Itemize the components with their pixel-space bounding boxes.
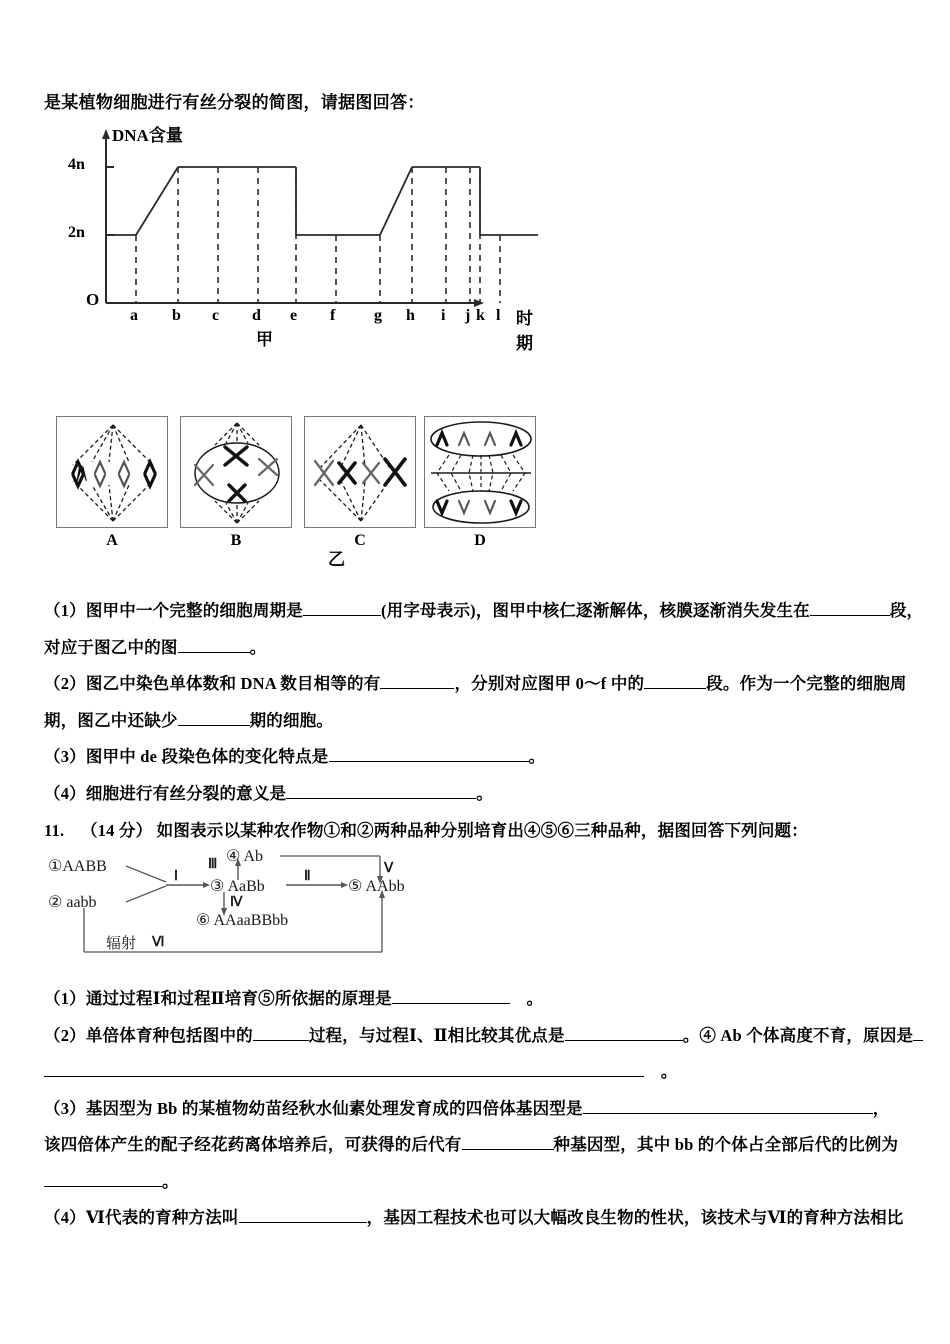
breeding-node-6: ⑥ AAaaBBbb — [196, 912, 289, 929]
q11-3-text: 该四倍体产生的配子经花药离体培养后，可获得的后代有 — [44, 1135, 462, 1155]
mitosis-panel-d-label: D — [474, 532, 486, 549]
q1-2-line-2 — [44, 708, 924, 734]
breeding-process-6-label: Ⅵ — [152, 934, 165, 949]
chromosome-a-d4 — [145, 475, 155, 486]
breeding-radiation-label: 辐射 — [106, 936, 137, 952]
question-11-subquestions-body — [44, 986, 924, 1231]
dna-content-chart-svg — [60, 125, 540, 337]
q1-2-answer-blank-2[interactable] — [380, 672, 454, 690]
curve-seg-a-b — [136, 167, 178, 235]
q11-3-answer-blank-1[interactable] — [44, 1169, 162, 1187]
y-axis-title: DNA含量 — [112, 126, 183, 145]
chromosome-d-b1 — [437, 501, 447, 513]
q11-4-line-1 — [44, 1205, 924, 1231]
mitosis-panel-a — [56, 416, 168, 528]
q11-1-text: 。 — [509, 989, 544, 1008]
q11-2-line-2 — [44, 1059, 924, 1085]
q1-4-text: （4）细胞进行有丝分裂的意义是 — [44, 783, 287, 803]
q11-3-line-1 — [44, 1096, 924, 1122]
mitosis-panel-d — [424, 416, 536, 528]
questions-group-1-body — [44, 598, 924, 806]
q1-2-text: 期的细胞。 — [249, 710, 334, 730]
q11-3-line-2 — [44, 1132, 924, 1158]
x-tick-label-i: i — [441, 307, 446, 324]
arrow-from-node2 — [126, 886, 166, 902]
mitosis-panel-b — [180, 416, 292, 528]
x-tick-label-a: a — [130, 307, 138, 324]
chromosome-b2 — [229, 485, 245, 501]
chromosome-a-d2 — [95, 475, 105, 486]
chromosome-d-b2 — [459, 501, 469, 513]
chromosome-a-u2 — [95, 462, 105, 473]
question-11-stem-line — [44, 818, 924, 844]
q1-4-answer-blank-2[interactable] — [286, 781, 476, 799]
chromosome-c2 — [339, 463, 355, 483]
q11-2-text: 。④ Ab 个体高度不育，原因是 — [682, 1025, 914, 1045]
q1-1-text: 。 — [249, 637, 267, 657]
q11-2-answer-blank-6[interactable] — [913, 1023, 923, 1041]
x-tick-label-h: h — [406, 307, 415, 324]
chromosome-a-u3 — [119, 462, 129, 473]
y-tick-label-4n: 4n — [68, 156, 85, 173]
dna-content-chart — [60, 125, 540, 353]
x-tick-label-d: d — [252, 307, 261, 324]
q1-3-answer-blank-2[interactable] — [329, 745, 529, 763]
arrowhead-process-1 — [203, 882, 210, 888]
question-11-score: （14 分） — [80, 821, 153, 840]
q1-1-line-2 — [44, 635, 924, 661]
q1-2-text: （2）图乙中染色单体数和 DNA 数目相等的有 — [44, 674, 381, 694]
q1-1-text: 对应于图乙中的图 — [44, 637, 178, 657]
q11-4-answer-blank-2[interactable] — [239, 1206, 367, 1224]
breeding-process-1-label: Ⅰ — [174, 868, 178, 883]
q1-1-line-1 — [44, 598, 924, 624]
x-tick-label-k: k — [476, 307, 485, 324]
q1-2-answer-blank-2[interactable] — [178, 708, 250, 726]
q11-3-answer-blank-2[interactable] — [583, 1096, 873, 1114]
q11-3-line-3 — [44, 1169, 924, 1195]
y-axis-arrow — [102, 129, 110, 139]
q11-4-text: ，基因工程技术也可以大幅改良生物的性状，该技术与Ⅵ的育种方法相比 — [366, 1208, 904, 1228]
q11-2-answer-blank-4[interactable] — [565, 1023, 683, 1041]
q1-1-answer-blank-4[interactable] — [810, 599, 890, 617]
breeding-node-4: ④ Ab — [226, 848, 264, 865]
q11-2-text: （2）单倍体育种包括图中的 — [44, 1025, 253, 1045]
q1-3-text: （3）图甲中 de 段染色体的变化特点是 — [44, 747, 329, 767]
q1-2-text: 期，图乙中还缺少 — [44, 710, 178, 730]
q1-2-line-1 — [44, 671, 924, 697]
q11-3-text: 种基因型，其中 bb 的个体占全部后代的比例为 — [553, 1135, 899, 1155]
breeding-process-2-label: Ⅱ — [304, 868, 311, 883]
q11-3-text: （3）基因型为 Bb 的某植物幼苗经秋水仙素处理发育成的四倍体基因型是 — [44, 1098, 583, 1118]
q11-1-text: （1）通过过程Ⅰ和过程Ⅱ培育⑤所依据的原理是 — [44, 989, 392, 1008]
q1-1-text: (用字母表示)，图甲中核仁逐渐解体，核膜逐渐消失发生在 — [380, 601, 810, 620]
q11-1-answer-blank-2[interactable] — [392, 987, 510, 1005]
q1-1-text: 段， — [889, 601, 924, 620]
arrowhead-process-2 — [341, 882, 348, 888]
question-11-stem-text: 如图表示以某种农作物①和②两种品种分别培育出④⑤⑥三种品种，据图回答下列问题： — [156, 821, 808, 840]
q11-2-text: 过程，与过程Ⅰ、Ⅱ相比较其优点是 — [308, 1025, 565, 1045]
x-tick-label-c: c — [212, 307, 220, 324]
breeding-node-2: ② aabb — [48, 894, 97, 911]
q1-4-line-1 — [44, 781, 924, 807]
breeding-flow-diagram — [48, 848, 468, 972]
chromosome-a-d3 — [119, 475, 129, 486]
x-tick-label-e: e — [290, 307, 298, 324]
mitosis-panel-d-svg — [425, 417, 537, 529]
chromosome-b1 — [225, 447, 247, 465]
arrow-from-node1 — [126, 866, 166, 882]
breeding-node-1: ①AABB — [48, 858, 107, 875]
curve-seg-g-h — [380, 167, 412, 235]
q1-3-line-1 — [44, 744, 924, 770]
y-tick-label-2n: 2n — [68, 224, 85, 241]
q11-3-text: 。 — [162, 1171, 179, 1191]
mitosis-panels-figure — [52, 412, 542, 572]
q1-2-text: 段。作为一个完整的细胞周 — [706, 674, 907, 694]
x-tick-label-l: l — [496, 307, 501, 324]
origin-label: O — [86, 290, 100, 309]
mitosis-panel-a-svg — [57, 417, 169, 529]
question-11-stem-row — [44, 818, 924, 844]
mitosis-panel-a-label: A — [106, 532, 118, 549]
chromosome-d-t3 — [485, 433, 495, 445]
x-axis-title: 时期 — [516, 309, 533, 353]
chromosome-a-u4 — [145, 462, 155, 473]
chromosome-d-t1 — [437, 433, 447, 445]
q1-1-answer-blank-2[interactable] — [178, 635, 250, 653]
breeding-node-5: ⑤ AAbb — [348, 878, 405, 895]
q1-1-answer-blank-2[interactable] — [303, 599, 381, 617]
chromosome-d-b4 — [511, 501, 521, 513]
x-tick-label-f: f — [330, 307, 336, 324]
chromosome-d-t4 — [511, 433, 521, 445]
chromosome-b4 — [259, 459, 277, 475]
mitosis-panel-b-label: B — [230, 532, 242, 549]
x-tick-label-b: b — [172, 307, 181, 324]
x-tick-label-g: g — [374, 307, 382, 324]
chromosome-c1 — [315, 461, 333, 485]
figure-label-jia: 甲 — [256, 330, 273, 349]
mitosis-panel-c-label: C — [354, 532, 366, 549]
mitosis-panel-b-svg — [181, 417, 293, 529]
q11-2-answer-blank-1[interactable] — [44, 1060, 644, 1078]
chromosome-c3 — [363, 463, 379, 483]
x-axis-arrow — [474, 299, 484, 307]
breeding-node-3: ③ AaBb — [210, 878, 265, 895]
chromosome-d-t2 — [459, 433, 469, 445]
q11-3-text: ， — [872, 1098, 890, 1118]
chromosome-d-b3 — [485, 501, 495, 513]
q1-4-text: 。 — [476, 783, 493, 803]
mitosis-panel-c-svg — [305, 417, 417, 529]
x-tick-label-j: j — [465, 307, 471, 324]
stem-intro-text: 是某植物细胞进行有丝分裂的简图，请据图回答： — [44, 93, 425, 112]
q11-2-line-1 — [44, 1023, 924, 1049]
q11-1-line-1 — [44, 986, 924, 1012]
q11-2-answer-blank-2[interactable] — [253, 1023, 309, 1041]
q1-2-answer-blank-4[interactable] — [644, 672, 706, 690]
chromosome-a-u1 — [73, 462, 83, 473]
breeding-process-5-label: Ⅴ — [384, 860, 394, 875]
question-11-number: 11. — [44, 821, 65, 840]
q1-1-text: （1）图甲中一个完整的细胞周期是 — [44, 601, 303, 620]
q11-2-text: 。 — [644, 1062, 678, 1082]
mitosis-panel-c — [304, 416, 416, 528]
figure-label-yi: 乙 — [328, 550, 345, 569]
q1-3-text: 。 — [528, 747, 546, 767]
breeding-process-4-label: Ⅳ — [230, 894, 243, 909]
q11-3-answer-blank-2[interactable] — [462, 1133, 554, 1151]
chromosome-b3 — [195, 465, 213, 485]
breeding-process-3-label: Ⅲ — [208, 856, 218, 871]
q1-2-text: ，分别对应图甲 0～f 中的 — [454, 674, 645, 694]
chromosome-c4 — [385, 459, 405, 485]
q11-4-text: （4）Ⅵ代表的育种方法叫 — [44, 1208, 239, 1228]
question-11-subquestions — [44, 986, 924, 1242]
questions-group-1 — [44, 598, 924, 817]
